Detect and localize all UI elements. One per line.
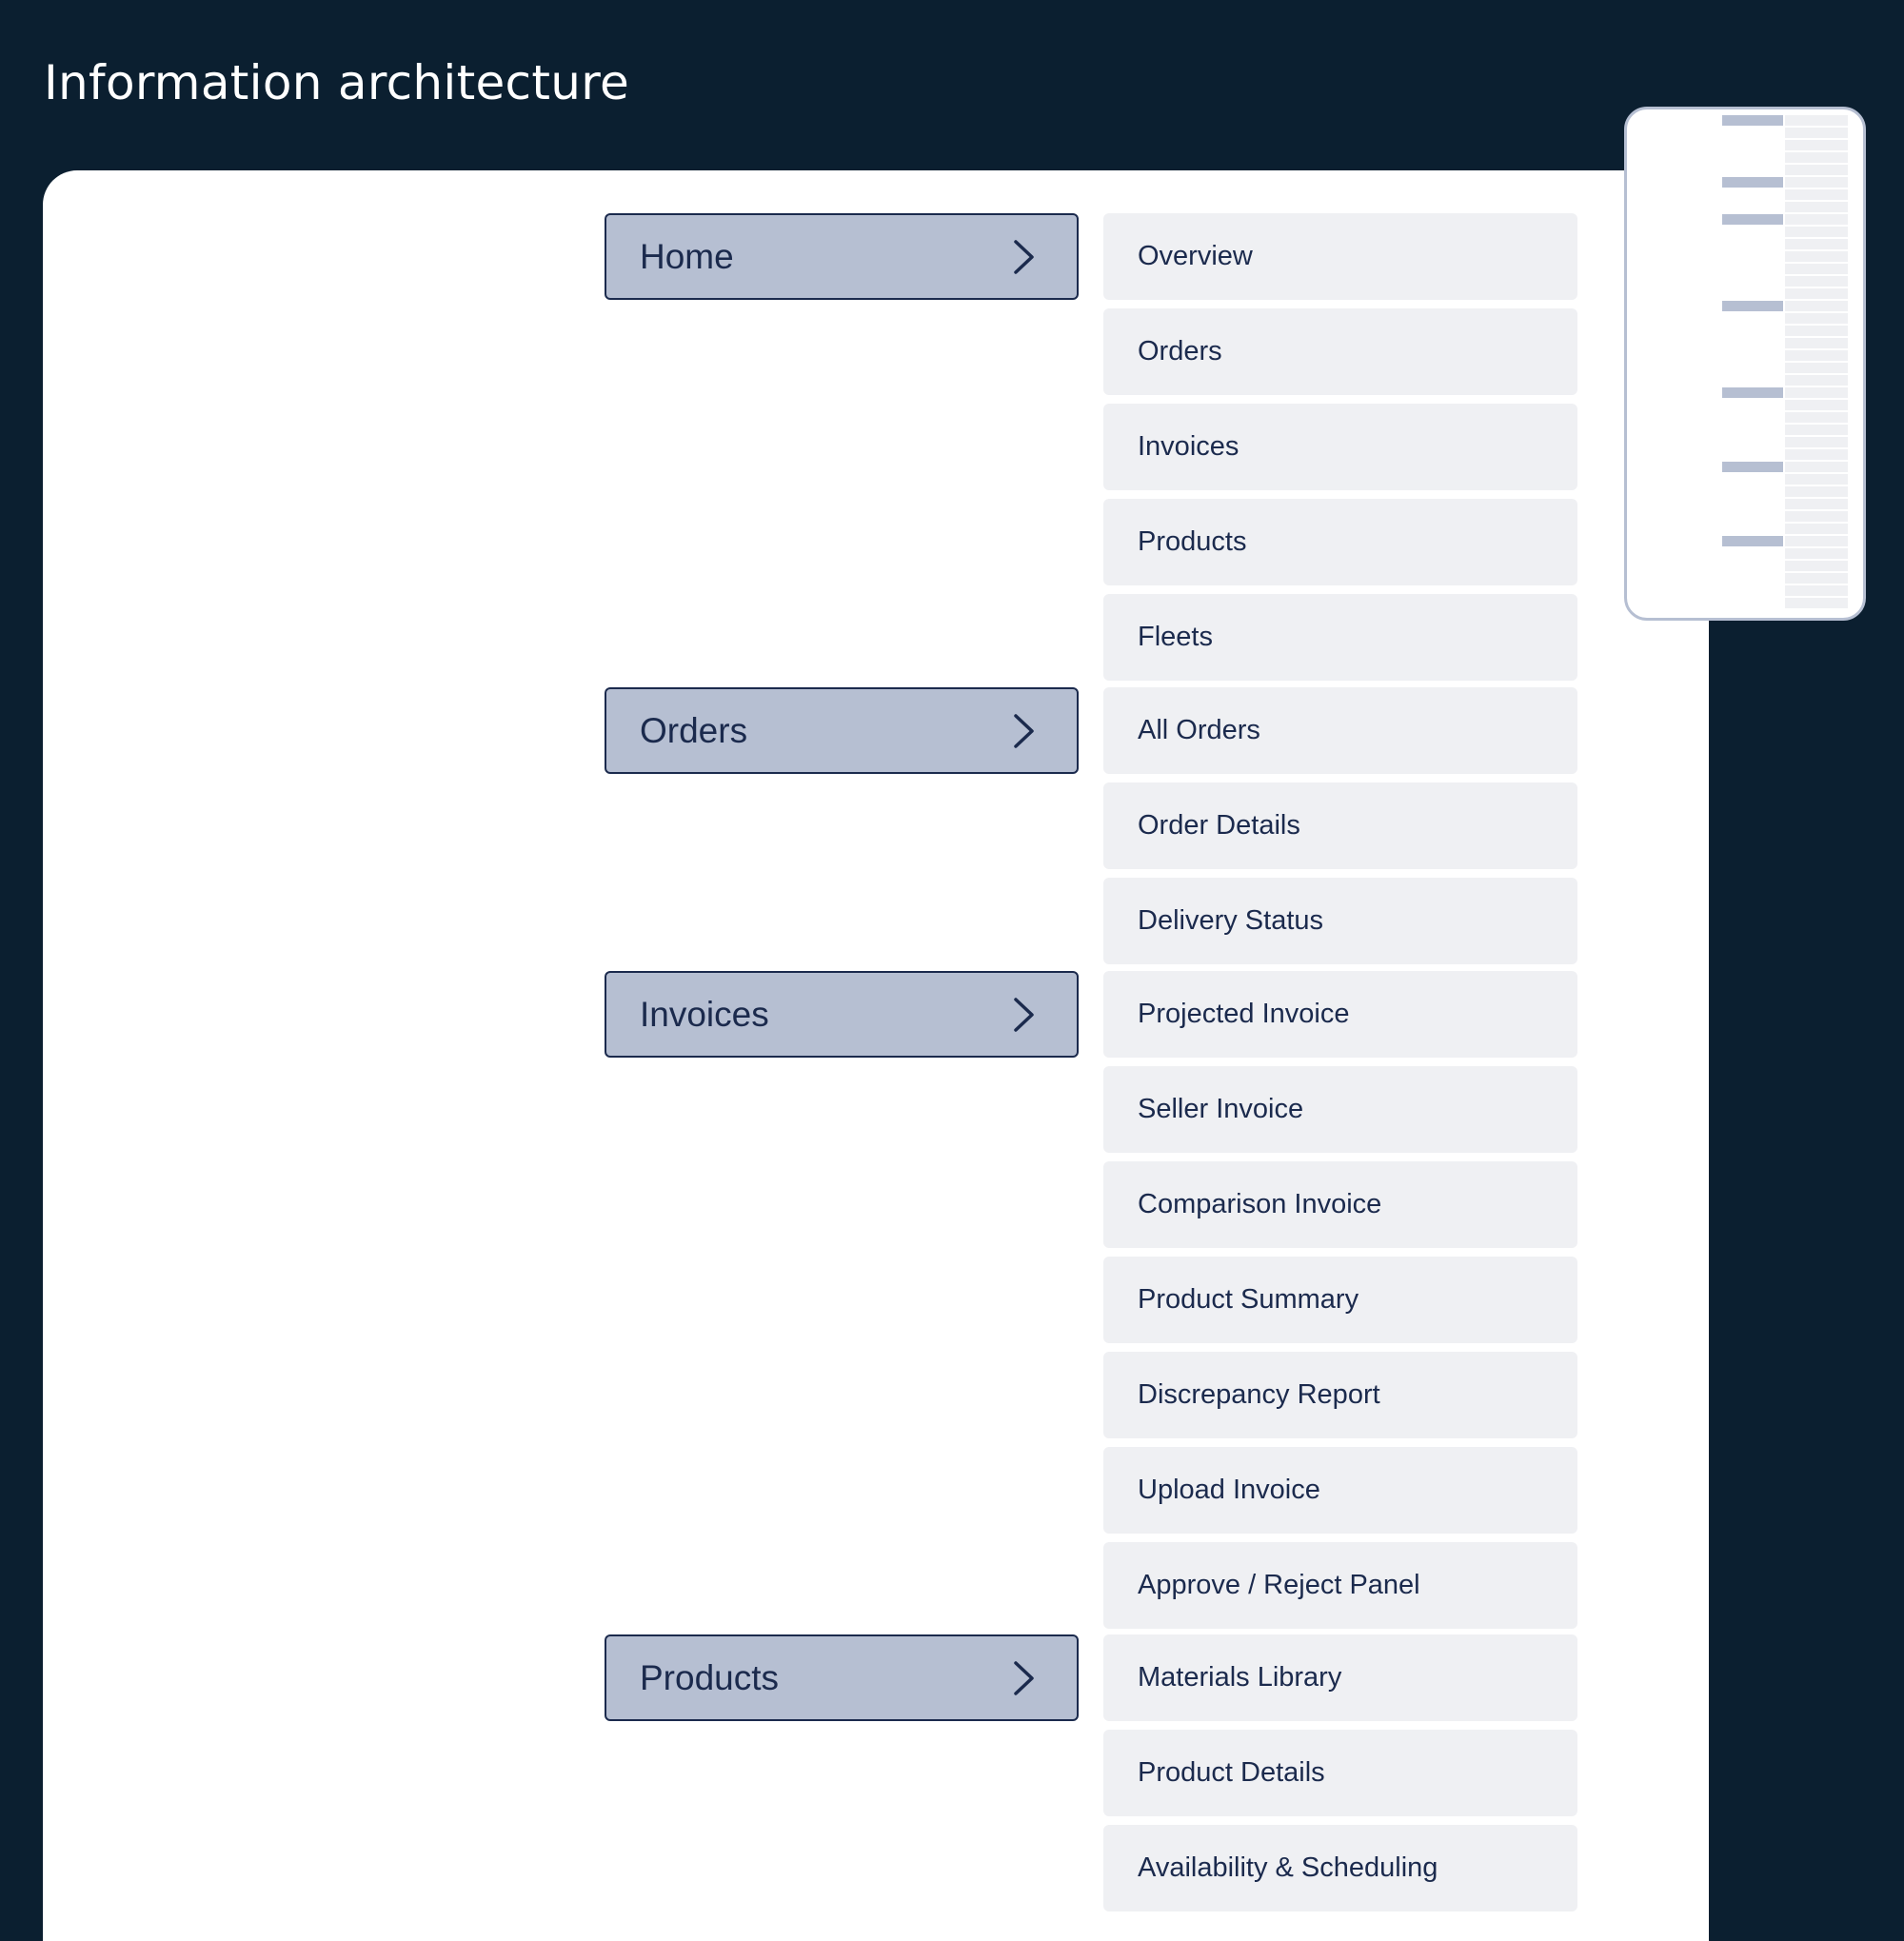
minimap-parent-row bbox=[1722, 214, 1783, 225]
section-invoices[interactable] bbox=[605, 971, 1079, 1058]
child-seller-invoice[interactable] bbox=[1103, 1066, 1577, 1153]
minimap-row bbox=[1785, 499, 1848, 509]
minimap-row bbox=[1785, 598, 1848, 608]
child-label: Product Details bbox=[1138, 1757, 1325, 1788]
child-materials-library[interactable] bbox=[1103, 1634, 1577, 1721]
child-products[interactable] bbox=[1103, 499, 1577, 585]
minimap-row bbox=[1785, 363, 1848, 373]
child-label: Comparison Invoice bbox=[1138, 1189, 1382, 1219]
section-label: Orders bbox=[640, 710, 748, 750]
child-label: Materials Library bbox=[1138, 1662, 1342, 1693]
minimap-parent-row bbox=[1722, 177, 1783, 188]
minimap-row bbox=[1785, 177, 1848, 188]
minimap-row bbox=[1785, 350, 1848, 361]
minimap-row bbox=[1785, 511, 1848, 522]
minimap-row bbox=[1785, 313, 1848, 324]
child-label: Delivery Status bbox=[1138, 905, 1324, 936]
child-label: Product Summary bbox=[1138, 1284, 1359, 1315]
section-home[interactable] bbox=[605, 213, 1079, 300]
child-order-details[interactable] bbox=[1103, 782, 1577, 869]
child-availability-scheduling[interactable] bbox=[1103, 1825, 1577, 1911]
chevron-right-icon bbox=[1012, 1660, 1037, 1696]
minimap-parent-row bbox=[1722, 536, 1783, 546]
minimap-row bbox=[1785, 437, 1848, 447]
child-orders[interactable] bbox=[1103, 308, 1577, 395]
child-label: Overview bbox=[1138, 241, 1253, 271]
diagram-canvas bbox=[43, 170, 1709, 1941]
minimap-parent-row bbox=[1722, 301, 1783, 311]
child-invoices[interactable] bbox=[1103, 404, 1577, 490]
child-projected-invoice[interactable] bbox=[1103, 971, 1577, 1058]
minimap-row bbox=[1785, 548, 1848, 559]
minimap-row bbox=[1785, 202, 1848, 212]
child-upload-invoice[interactable] bbox=[1103, 1447, 1577, 1534]
child-label: Products bbox=[1138, 526, 1247, 557]
minimap-row bbox=[1785, 400, 1848, 410]
minimap-row bbox=[1785, 288, 1848, 299]
section-label: Home bbox=[640, 236, 734, 276]
minimap-row bbox=[1785, 152, 1848, 163]
minimap-row bbox=[1785, 189, 1848, 200]
child-label: Fleets bbox=[1138, 622, 1213, 652]
minimap-row bbox=[1785, 536, 1848, 546]
minimap-row bbox=[1785, 227, 1848, 237]
child-label: Discrepancy Report bbox=[1138, 1379, 1380, 1410]
minimap-row bbox=[1785, 412, 1848, 423]
minimap-row bbox=[1785, 573, 1848, 584]
child-label: Invoices bbox=[1138, 431, 1240, 462]
section-label: Products bbox=[640, 1657, 780, 1697]
minimap-row bbox=[1785, 140, 1848, 150]
minimap-row bbox=[1785, 301, 1848, 311]
minimap-row bbox=[1785, 524, 1848, 534]
minimap-row bbox=[1785, 561, 1848, 571]
minimap-parent-row bbox=[1722, 387, 1783, 398]
minimap-row bbox=[1785, 462, 1848, 472]
page-title: Information architecture bbox=[44, 55, 630, 110]
child-label: All Orders bbox=[1138, 715, 1260, 745]
minimap-row bbox=[1785, 128, 1848, 138]
child-label: Projected Invoice bbox=[1138, 999, 1350, 1029]
child-all-orders[interactable] bbox=[1103, 687, 1577, 774]
minimap-row bbox=[1785, 326, 1848, 336]
minimap-row bbox=[1785, 585, 1848, 596]
minimap-row bbox=[1785, 115, 1848, 126]
minimap[interactable] bbox=[1624, 107, 1866, 621]
child-product-details[interactable] bbox=[1103, 1730, 1577, 1816]
child-approve-reject-panel[interactable] bbox=[1103, 1542, 1577, 1629]
minimap-strip bbox=[1785, 115, 1848, 612]
minimap-row bbox=[1785, 165, 1848, 175]
minimap-row bbox=[1785, 474, 1848, 485]
minimap-row bbox=[1785, 251, 1848, 262]
child-comparison-invoice[interactable] bbox=[1103, 1161, 1577, 1248]
child-label: Upload Invoice bbox=[1138, 1475, 1320, 1505]
minimap-parent-row bbox=[1722, 115, 1783, 126]
child-label: Approve / Reject Panel bbox=[1138, 1570, 1420, 1600]
child-label: Orders bbox=[1138, 336, 1222, 366]
child-overview[interactable] bbox=[1103, 213, 1577, 300]
minimap-row bbox=[1785, 449, 1848, 460]
section-orders[interactable] bbox=[605, 687, 1079, 774]
section-label: Invoices bbox=[640, 994, 769, 1034]
child-label: Seller Invoice bbox=[1138, 1094, 1304, 1124]
chevron-right-icon bbox=[1012, 239, 1037, 275]
minimap-row bbox=[1785, 239, 1848, 249]
chevron-right-icon bbox=[1012, 997, 1037, 1033]
minimap-row bbox=[1785, 486, 1848, 497]
child-fleets[interactable] bbox=[1103, 594, 1577, 681]
child-product-summary[interactable] bbox=[1103, 1257, 1577, 1343]
minimap-row bbox=[1785, 214, 1848, 225]
minimap-row bbox=[1785, 276, 1848, 287]
chevron-right-icon bbox=[1012, 713, 1037, 749]
child-discrepancy-report[interactable] bbox=[1103, 1352, 1577, 1438]
child-label: Availability & Scheduling bbox=[1138, 1852, 1438, 1883]
minimap-row bbox=[1785, 387, 1848, 398]
minimap-parent-row bbox=[1722, 462, 1783, 472]
minimap-row bbox=[1785, 425, 1848, 435]
minimap-row bbox=[1785, 338, 1848, 348]
child-delivery-status[interactable] bbox=[1103, 878, 1577, 964]
minimap-row bbox=[1785, 264, 1848, 274]
section-products[interactable] bbox=[605, 1634, 1079, 1721]
child-label: Order Details bbox=[1138, 810, 1300, 841]
minimap-row bbox=[1785, 375, 1848, 386]
